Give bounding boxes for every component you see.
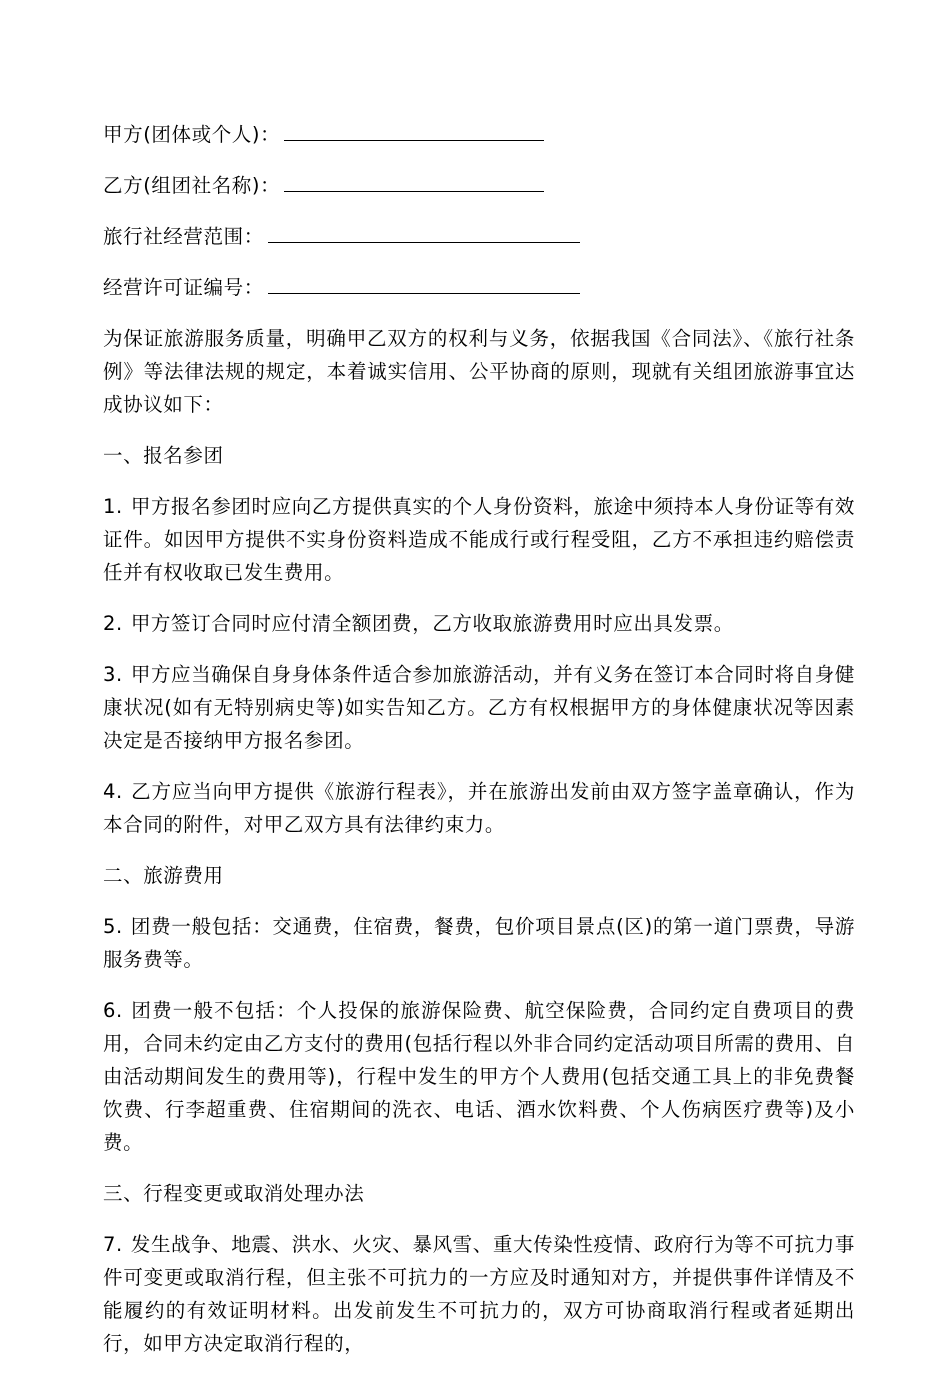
business-scope-blank[interactable]: [268, 220, 580, 243]
clause-number: 7.: [103, 1233, 123, 1256]
party-a-field: [103, 118, 855, 151]
party-a-label: 甲方(团体或个人)：: [103, 123, 281, 146]
clause-text: 甲方应当确保自身身体条件适合参加旅游活动，并有义务在签订本合同时将自身健康状况(如有无特别病史等)如实告知乙方。乙方有权根据甲方的身体健康状况等因素决定是否接纳甲方报名参团。: [103, 663, 855, 752]
preamble-paragraph: 为保证旅游服务质量，明确甲乙双方的权利与义务，依据我国《合同法》、《旅行社条例》等法律法规的规定，本着诚实信用、公平协商的原则，现就有关组团旅游事宜达成协议如下：: [103, 327, 855, 416]
clause-number: 4.: [103, 780, 123, 803]
clause-number: 2.: [103, 612, 123, 635]
party-a-blank[interactable]: [284, 118, 544, 141]
clause-text: 乙方应当向甲方提供《旅游行程表》，并在旅游出发前由双方签字盖章确认，作为本合同的附件，对甲乙双方具有法律约束力。: [103, 780, 855, 836]
clause-number: 6.: [103, 999, 123, 1022]
clause-text: 发生战争、地震、洪水、火灾、暴风雪、重大传染性疫情、政府行为等不可抗力事件可变更或取消行程，但主张不可抗力的一方应及时通知对方，并提供事件详情及不能履约的有效证明材料。出发前发生不可抗力的，双方可协商取消行程或者延期出行，如甲方决定取消行程的，: [103, 1233, 855, 1355]
clause-paragraph: [103, 490, 855, 589]
clause-paragraph: [103, 607, 855, 640]
clause-number: 5.: [103, 915, 123, 938]
clause-number: 3.: [103, 663, 123, 686]
clause-text: 团费一般不包括：个人投保的旅游保险费、航空保险费，合同约定自费项目的费用，合同未约定由乙方支付的费用(包括行程以外非合同约定活动项目所需的费用、自由活动期间发生的费用等)，行程中发生的甲方个人费用(包括交通工具上的非免费餐饮费、行李超重费、住宿期间的洗衣、电话、酒水饮料费、个人伤病医疗费等)及小费。: [103, 999, 855, 1154]
clause-number: 1.: [103, 495, 123, 518]
contract-body: [103, 118, 855, 1378]
clause-paragraph: [103, 775, 855, 841]
business-scope-label: 旅行社经营范围：: [103, 225, 264, 248]
business-scope-field: [103, 220, 855, 253]
clause-text: 甲方签订合同时应付清全额团费，乙方收取旅游费用时应出具发票。: [130, 612, 734, 635]
clause-text: 团费一般包括：交通费，住宿费，餐费，包价项目景点(区)的第一道门票费，导游服务费等。: [103, 915, 855, 971]
party-b-field: [103, 169, 855, 202]
section-heading-fees: 二、旅游费用: [103, 864, 224, 887]
section-heading-itinerary-changes: 三、行程变更或取消处理办法: [103, 1182, 365, 1205]
party-b-blank[interactable]: [284, 169, 544, 192]
section-heading-registration: 一、报名参团: [103, 444, 224, 467]
clause-paragraph: [103, 910, 855, 976]
clause-paragraph: [103, 658, 855, 757]
clause-paragraph: [103, 1228, 855, 1360]
clause-text: 甲方报名参团时应向乙方提供真实的个人身份资料，旅途中须持本人身份证等有效证件。如因甲方提供不实身份资料造成不能成行或行程受阻，乙方不承担违约赔偿责任并有权收取已发生费用。: [103, 495, 855, 584]
license-number-field: [103, 271, 855, 304]
license-number-label: 经营许可证编号：: [103, 276, 264, 299]
clause-paragraph: [103, 994, 855, 1159]
license-number-blank[interactable]: [268, 271, 580, 294]
party-b-label: 乙方(组团社名称)：: [103, 174, 281, 197]
